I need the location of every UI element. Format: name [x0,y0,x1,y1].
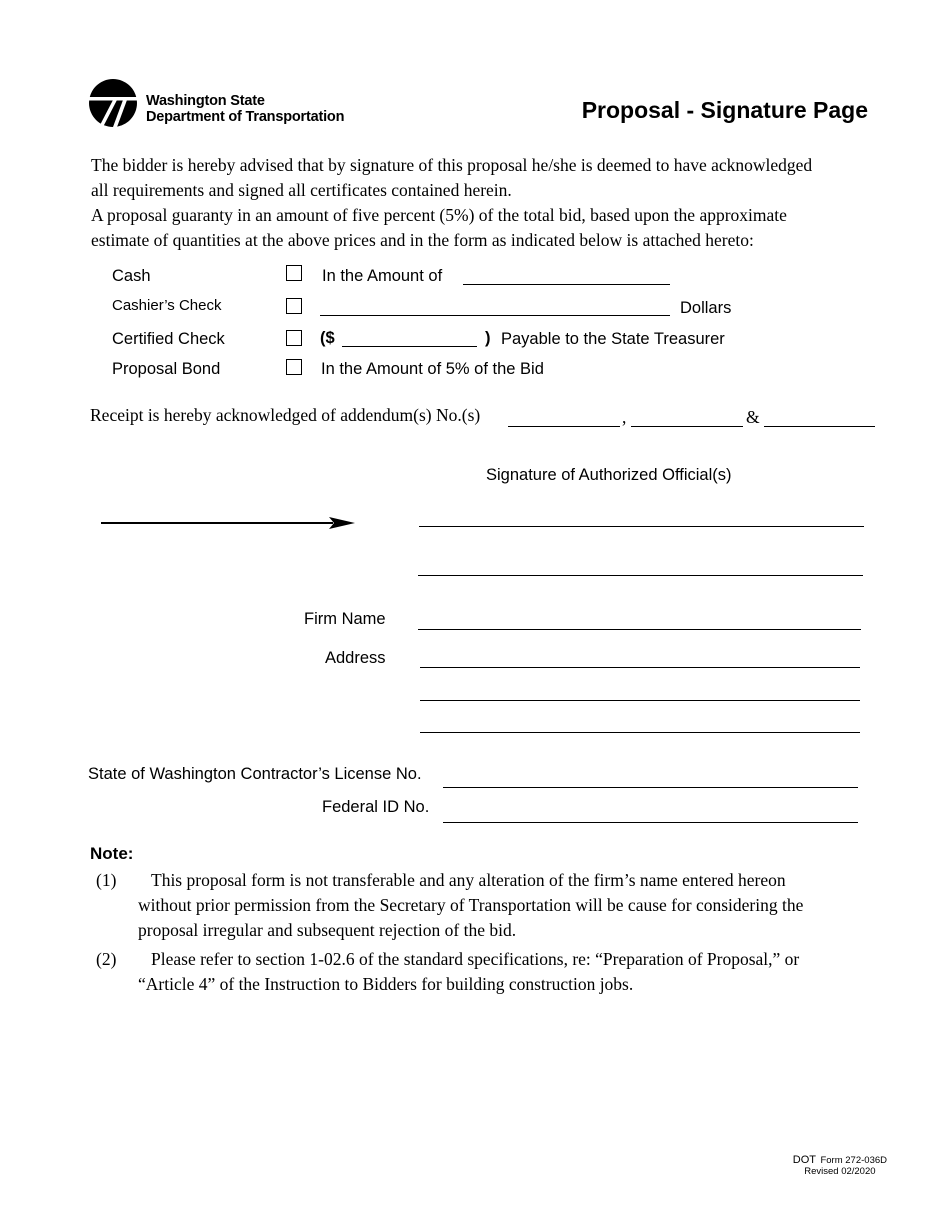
payable-label: Payable to the State Treasurer [501,330,725,348]
addendum-field-2[interactable] [631,426,743,427]
dollar-open-paren: ($ [320,329,335,347]
addendum-ampersand: & [746,407,760,427]
addendum-text: Receipt is hereby acknowledged of addendum(s) No.(s) [90,405,481,425]
address-field-2[interactable] [420,700,860,701]
intro-line: all requirements and signed all certificates contained herein. [91,180,512,200]
license-field[interactable] [443,787,858,788]
note-line: Please refer to section 1-02.6 of the standard specifications, re: “Preparation of Proposal,” or [151,949,800,969]
sign-here-arrow [101,512,359,534]
signature-line-2[interactable] [418,575,863,576]
address-label: Address [325,649,386,667]
federal-id-label: Federal ID No. [322,798,430,816]
intro-line: A proposal guaranty in an amount of five percent (5%) of the total bid, based upon the approximate [91,205,787,225]
dollars-label: Dollars [680,299,732,317]
addendum-field-1[interactable] [508,426,620,427]
addendum-field-3[interactable] [764,426,875,427]
signature-line-1[interactable] [419,526,864,527]
page-title: Proposal - Signature Page [581,97,868,123]
wsdot-logo-icon [88,78,138,128]
dollar-close-paren: ) [485,329,491,347]
note-2 [138,947,898,997]
cash-amount-label: In the Amount of [322,267,443,285]
form-id: Form 272-036D [820,1155,887,1166]
note-heading: Note: [90,844,134,863]
federal-id-field[interactable] [443,822,858,823]
intro-line: The bidder is hereby advised that by signature of this proposal he/she is deemed to have acknowledged [91,155,813,175]
signature-heading: Signature of Authorized Official(s) [486,466,732,484]
addendum-comma: , [622,407,627,427]
logo-line-2: Department of Transportation [146,109,345,125]
note-1 [138,868,898,943]
revised-date: Revised 02/2020 [804,1166,876,1177]
amount-in-words-field[interactable] [320,315,670,316]
firm-name-label: Firm Name [304,610,386,628]
note-line: proposal irregular and subsequent rejection of the bid. [138,920,517,940]
arrow-head-icon [329,515,359,531]
cash-checkbox[interactable] [286,265,302,281]
address-field-3[interactable] [420,732,860,733]
intro-line: estimate of quantities at the above prices and in the form as indicated below is attached hereto: [91,230,754,250]
firm-name-field[interactable] [418,629,861,630]
cashiers-check-checkbox[interactable] [286,298,302,314]
logo-line-1: Washington State [146,93,265,109]
certified-check-checkbox[interactable] [286,330,302,346]
note-line: “Article 4” of the Instruction to Bidders for building construction jobs. [138,974,634,994]
proposal-bond-label: Proposal Bond [112,360,221,378]
note-1-number: (1) [96,870,117,890]
wsdot-logo [88,78,388,128]
cash-amount-field[interactable] [463,284,670,285]
certified-amount-field[interactable] [342,346,477,347]
cashiers-check-label: Cashier’s Check [112,297,222,314]
cash-label: Cash [112,267,151,285]
note-2-number: (2) [96,949,117,969]
note-line: This proposal form is not transferable and any alteration of the firm’s name entered hereon [151,870,786,890]
proposal-bond-checkbox[interactable] [286,359,302,375]
certified-check-label: Certified Check [112,330,225,348]
form-prefix: DOT [792,1154,817,1166]
license-label: State of Washington Contractor’s License No. [88,765,422,783]
note-line: without prior permission from the Secretary of Transportation will be cause for considering the [138,895,804,915]
bond-amount-label: In the Amount of 5% of the Bid [321,360,544,378]
intro-paragraph [91,153,891,253]
form-number [793,1153,887,1177]
address-field-1[interactable] [420,667,860,668]
